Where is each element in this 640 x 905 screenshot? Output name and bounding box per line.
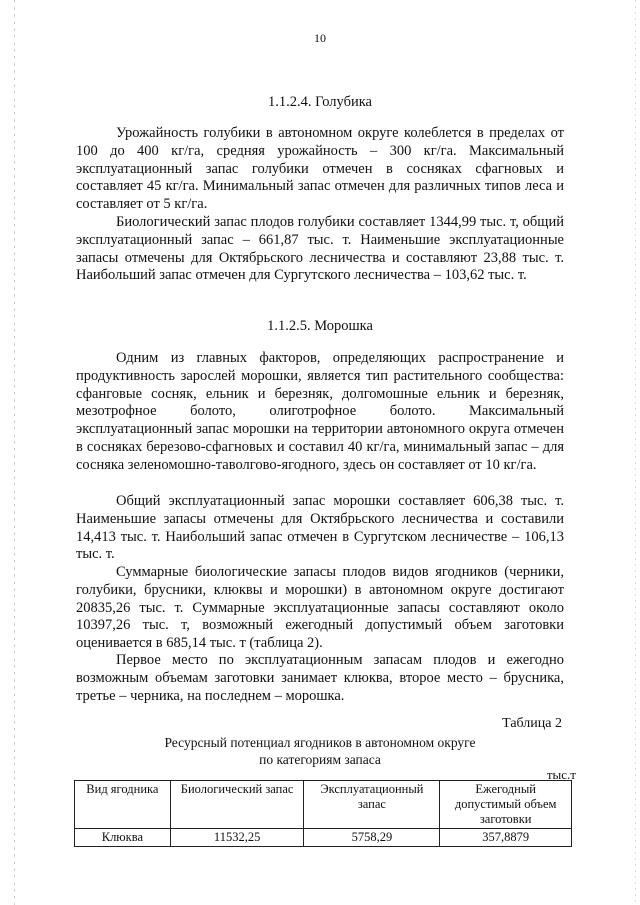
table-cell: Клюква — [75, 829, 171, 847]
column-header: Вид ягодника — [75, 781, 171, 829]
page-number: 10 — [314, 31, 326, 45]
paragraph: Суммарные биологические запасы плодов видов ягодников (черники, голубики, брусники, клюквы и морошки) в автономном округе достигают 20835,26 тыс. т. Суммарные эксплуатационные запасы составляют около 10397,26 тыс. т, возможный ежегодный допустимый объем заготовки оценивается в 685,14 тыс. т (таблица 2). — [76, 564, 564, 652]
paragraph: Первое место по эксплуатационным запасам плодов и ежегодно возможным объемам заготовки занимает клюква, второе место – брусника, третье – черника, на последнем – морошка. — [76, 652, 564, 704]
table-cell: 11532,25 — [170, 829, 304, 847]
table-cell: 5758,29 — [304, 829, 440, 847]
table-caption — [0, 734, 640, 768]
paragraph: Одним из главных факторов, определяющих распространение и продуктивность зарослей морошки, является тип растительного сообщества: сфанговые сосняк, ельник и березняк, долгомошные ельник и березняк, мезотрофное болото, олиготрофное болото. Максимальный эксплуатационный запас морошки на территории автономного округа отмечен в сосняках березово-сфагновых и составил 40 кг/га, минимальный запас – для сосняка зеленомошно-таволгово-ягодного, здесь он составляет от 10 кг/га. — [76, 350, 564, 473]
paragraph: Биологический запас плодов голубики составляет 1344,99 тыс. т, общий эксплуатационный запас – 661,87 тыс. т. Наименьшие эксплуатационные запасы отмечены для Октябрьского лесничества и составляют 23,88 тыс. т. Наибольший запас отмечен для Сургутского лесничества – 103,62 тыс. т. — [76, 214, 564, 284]
paragraph: Урожайность голубики в автономном округе колеблется в пределах от 100 до 400 кг/га, средняя урожайность – 300 кг/га. Максимальный эксплуатационный запас голубики отмечен в сосняках сфагновых и составляет 45 кг/га. Минимальный запас отмечен для различных типов леса и составляет от 5 кг/га. — [76, 125, 564, 213]
table-cell: 357,8879 — [440, 829, 572, 847]
table-row — [75, 829, 572, 847]
table-caption-line: по категориям запаса — [259, 752, 381, 767]
column-header: Эксплуатационный запас — [304, 781, 440, 829]
paragraph: Общий эксплуатационный запас морошки составляет 606,38 тыс. т. Наименьшие запасы отмечены для Октябрьского лесничества и составили 14,413 тыс. т. Наибольший запас отмечен в Сургутском лесничестве – 106,13 тыс. т. — [76, 493, 564, 563]
scan-edge-left — [14, 0, 15, 905]
column-header: Ежегодный допустимый объем заготовки — [440, 781, 572, 829]
section-heading-cloudberry: 1.1.2.5. Морошка — [267, 318, 373, 334]
resource-table — [74, 780, 572, 847]
table-number-label: Таблица 2 — [502, 716, 562, 731]
table-caption-line: Ресурсный потенциал ягодников в автономном округе — [164, 735, 476, 750]
scan-edge-right — [635, 0, 636, 905]
column-header: Биологический запас — [170, 781, 304, 829]
table-unit: тыс.т — [546, 767, 576, 782]
section-heading-blueberry: 1.1.2.4. Голубика — [268, 94, 372, 110]
table-header-row — [75, 781, 572, 829]
